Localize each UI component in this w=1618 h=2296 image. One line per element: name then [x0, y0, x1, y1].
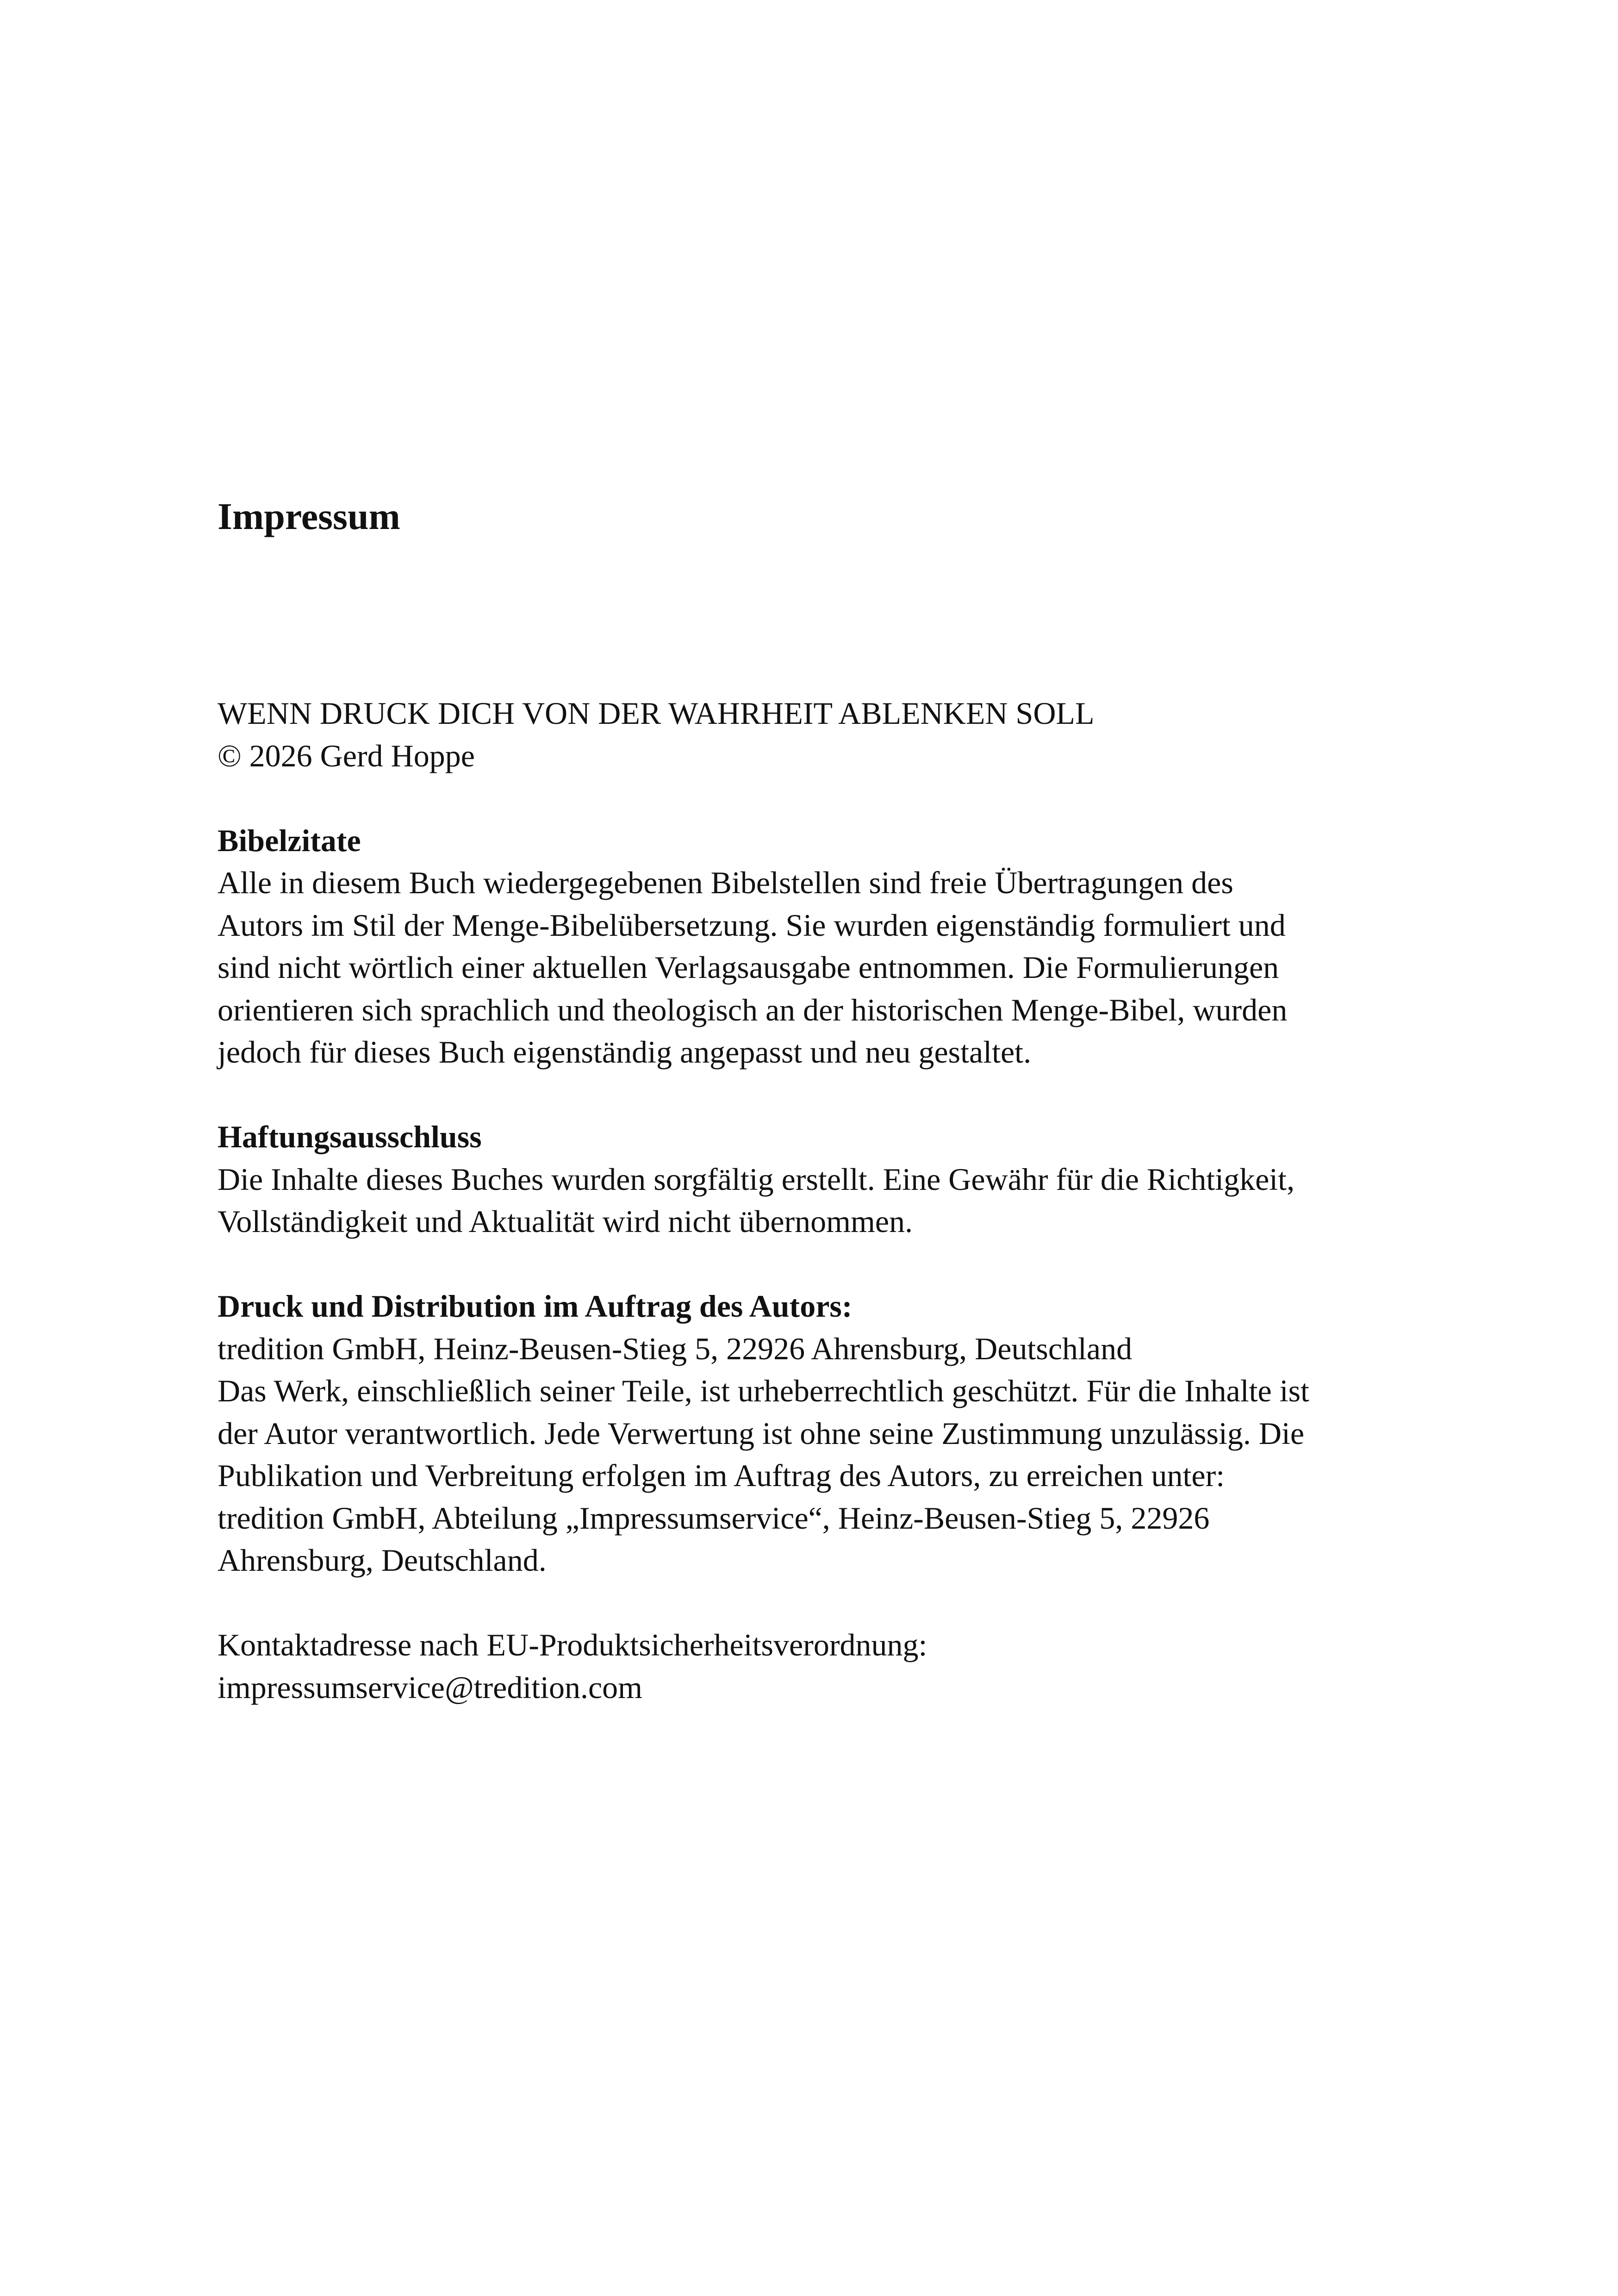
- bibelzitate-line: Alle in diesem Buch wiedergegebenen Bibelstellen sind freie Übertragungen des: [218, 865, 1233, 900]
- spacer: [218, 1074, 1430, 1116]
- druck-section: [218, 1285, 1430, 1582]
- haftung-line: Die Inhalte dieses Buches wurden sorgfältig erstellt. Eine Gewähr für die Richtigkeit,: [218, 1161, 1295, 1197]
- bibelzitate-line: orientieren sich sprachlich und theologisch an der historischen Menge-Bibel, wurden: [218, 992, 1288, 1027]
- druck-line: tredition GmbH, Abteilung „Impressumservice“, Heinz-Beusen-Stieg 5, 22926: [218, 1500, 1210, 1536]
- druck-line: Das Werk, einschließlich seiner Teile, ist urheberrechtlich geschützt. Für die Inhalte ist: [218, 1373, 1309, 1408]
- copyright-line: © 2026 Gerd Hoppe: [218, 738, 475, 773]
- haftung-line: Vollständigkeit und Aktualität wird nicht übernommen.: [218, 1204, 913, 1239]
- bibelzitate-line: sind nicht wörtlich einer aktuellen Verlagsausgabe entnommen. Die Formulierungen: [218, 950, 1279, 985]
- druck-heading: Druck und Distribution im Auftrag des Autors:: [218, 1288, 853, 1324]
- spacer: [218, 1582, 1430, 1624]
- kontakt-email: impressumservice@tredition.com: [218, 1669, 643, 1705]
- druck-line: Publikation und Verbreitung erfolgen im Auftrag des Autors, zu erreichen unter:: [218, 1458, 1225, 1493]
- bibelzitate-line: Autors im Stil der Menge-Bibelübersetzung. Sie wurden eigenständig formuliert und: [218, 907, 1286, 943]
- haftung-heading: Haftungsausschluss: [218, 1119, 482, 1154]
- book-info: [218, 692, 1430, 777]
- bibelzitate-line: jedoch für dieses Buch eigenständig angepasst und neu gestaltet.: [218, 1034, 1032, 1070]
- bibelzitate-heading: Bibelzitate: [218, 822, 361, 858]
- page-title: Impressum: [218, 495, 400, 537]
- haftung-section: [218, 1116, 1430, 1243]
- druck-line: der Autor verantwortlich. Jede Verwertung ist ohne seine Zustimmung unzulässig. Die: [218, 1415, 1305, 1451]
- kontakt-section: [218, 1624, 1430, 1709]
- kontakt-label: Kontaktadresse nach EU-Produktsicherheitsverordnung:: [218, 1627, 927, 1662]
- druck-line: Ahrensburg, Deutschland.: [218, 1543, 547, 1578]
- imprint-content: [218, 692, 1430, 1709]
- book-title: WENN DRUCK DICH VON DER WAHRHEIT ABLENKEN SOLL: [218, 696, 1095, 731]
- bibelzitate-section: [218, 820, 1430, 1074]
- druck-line: tredition GmbH, Heinz-Beusen-Stieg 5, 22926 Ahrensburg, Deutschland: [218, 1331, 1133, 1366]
- spacer: [218, 777, 1430, 820]
- spacer: [218, 1243, 1430, 1286]
